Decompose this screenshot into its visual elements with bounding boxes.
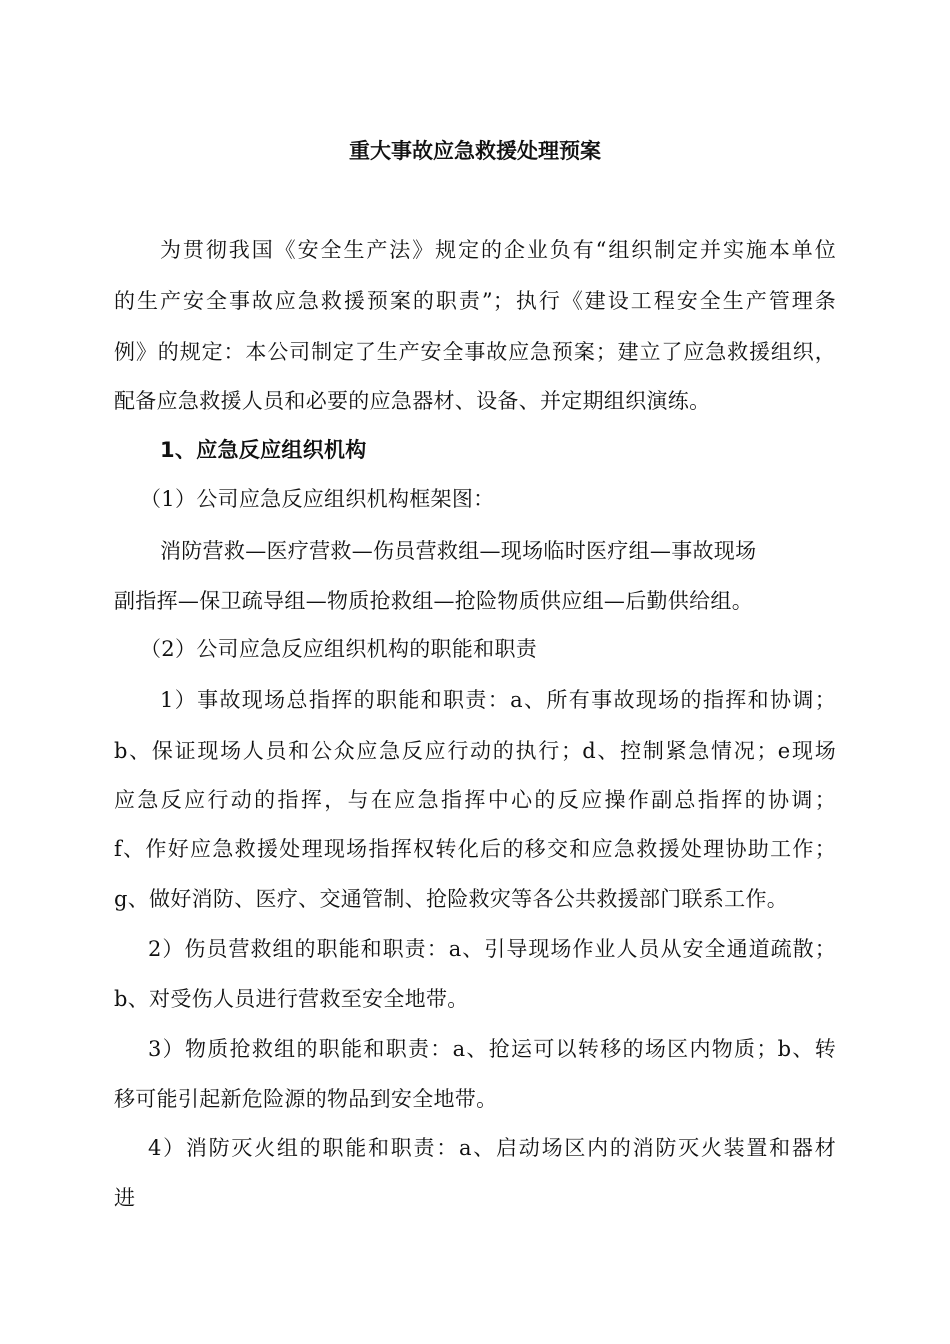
subsection-heading: （2）公司应急反应组织机构的职能和职责 xyxy=(140,637,538,661)
paragraph-line: 例》的规定：本公司制定了生产安全事故应急预案；建立了应急救援组织， xyxy=(114,340,836,364)
paragraph-line: 移可能引起新危险源的物品到安全地带。 xyxy=(114,1087,498,1111)
paragraph-line: 为贯彻我国《安全生产法》规定的企业负有“组织制定并实施本单位 xyxy=(160,238,836,262)
paragraph-line: b、对受伤人员进行营救至安全地带。 xyxy=(114,987,469,1011)
paragraph-line: 2）伤员营救组的职能和职责：a、引导现场作业人员从安全通道疏散； xyxy=(148,937,836,961)
subsection-heading: （1）公司应急反应组织机构框架图： xyxy=(140,487,495,511)
paragraph-line: 1）事故现场总指挥的职能和职责：a、所有事故现场的指挥和协调； xyxy=(160,688,836,712)
paragraph-line: 4）消防灭火组的职能和职责：a、启动场区内的消防灭火装置和器材 xyxy=(148,1136,836,1160)
paragraph-line: 消防营救—医疗营救—伤员营救组—现场临时医疗组—事故现场 xyxy=(160,539,757,563)
paragraph-line: f、作好应急救援处理现场指挥权转化后的移交和应急救援处理协助工作； xyxy=(114,837,836,861)
paragraph-line: 3）物质抢救组的职能和职责：a、抢运可以转移的场区内物质；b、转 xyxy=(148,1037,836,1061)
paragraph-line: b、保证现场人员和公众应急反应行动的执行；d、控制紧急情况；e现场 xyxy=(114,739,836,763)
paragraph-line: 副指挥—保卫疏导组—物质抢救组—抢险物质供应组—后勤供给组。 xyxy=(114,589,753,613)
paragraph-line: 配备应急救援人员和必要的应急器材、设备、并定期组织演练。 xyxy=(114,389,711,413)
paragraph-line: 进 xyxy=(114,1186,136,1210)
section-heading: 1、应急反应组织机构 xyxy=(160,438,367,462)
paragraph-line: 的生产安全事故应急救援预案的职责”；执行《建设工程安全生产管理条 xyxy=(114,289,836,313)
paragraph-line: g、做好消防、医疗、交通管制、抢险救灾等各公共救援部门联系工作。 xyxy=(114,887,789,911)
paragraph-line: 应急反应行动的指挥，与在应急指挥中心的反应操作副总指挥的协调； xyxy=(114,788,836,812)
document-title: 重大事故应急救援处理预案 xyxy=(349,139,601,163)
